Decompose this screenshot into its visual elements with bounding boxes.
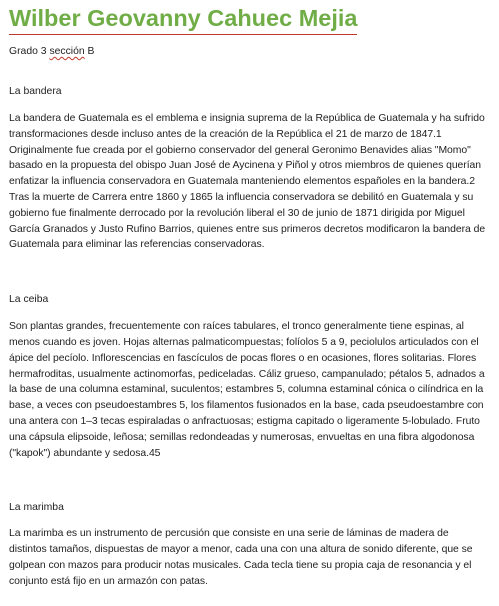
section-word: sección (49, 46, 85, 57)
heading-la-ceiba: La ceiba (9, 294, 49, 306)
paragraph-la-ceiba: Son plantas grandes, frecuentemente con raíces tabulares, el tronco generalmente tiene espinas, al menos cuando es joven. Hojas alternas palmaticompuestas; folíolos 5 a 9, peciolulos articulados con el ápice del pecíolo. Inflorescencias en fascículos de pocas flores o en ocasiones, flores solitarias. Flores hermafroditas, usualmente actinomorfas, pediceladas. Cáliz grueso, campanulado; pétalos 5, adnados a la base de una columna estaminal, suculentos; estambres 5, columna estaminal cónica o cilíndrica en la base, a veces con pseudoestambres 5, los filamentos fusionados en la base, cada pseudoestambre con una antera con 1–3 tecas espiraladas o anfractuosas; estigma capitado o ligeramente 5-lobulado. Fruto una cápsula elipsoide, leñosa; semillas redondeadas y numerosas, envueltas en una fibra algodonosa ("kapok") abundante y sedosa.45 (9, 321, 485, 459)
paragraph-la-marimba: La marimba es un instrumento de percusión que consiste en una serie de láminas de madera de distintos tamaños, dispuestas de mayor a menor, cada una con una altura de sonido diferente, que se golpean con mazos para producir notas musicales. Cada tecla tiene su propia caja de resonancia y el conjunto está fijo en un armazón con patas. (9, 528, 473, 587)
heading-la-marimba: La marimba (9, 502, 64, 514)
paragraph-la-bandera: La bandera de Guatemala es el emblema e insignia suprema de la República de Guatemala y ha sufrido transformaciones desde incluso antes de la creación de la República el 21 de marzo de 1847.1 Originalmente fue creada por el gobierno conservador del general Geronimo Benavides alias "Momo" basado en la propuesta del obispo Juan José de Aycinena y Piñol y otros miembros de quienes querían enfatizar la influencia conservadora en Guatemala manteniendo elementos españoles en la bandera.2 Tras la muerte de Carrera entre 1860 y 1865 la influencia conservadora se debilitó en Guatemala y su gobierno fue finalmente derrocado por la revolución liberal el 30 de junio de 1871 dirigida por Miguel García Granados y Justo Rufino Barrios, quienes entre sus primeros decretos modificaron la bandera de Guatemala para eliminar las referencias conservadoras. (9, 113, 486, 251)
document-title: Wilber Geovanny Cahuec Mejia (9, 3, 357, 35)
grade-section-line (9, 45, 488, 59)
grade-text: Grado 3 (9, 46, 50, 57)
heading-la-bandera: La bandera (9, 86, 62, 97)
section-letter: B (84, 46, 95, 57)
